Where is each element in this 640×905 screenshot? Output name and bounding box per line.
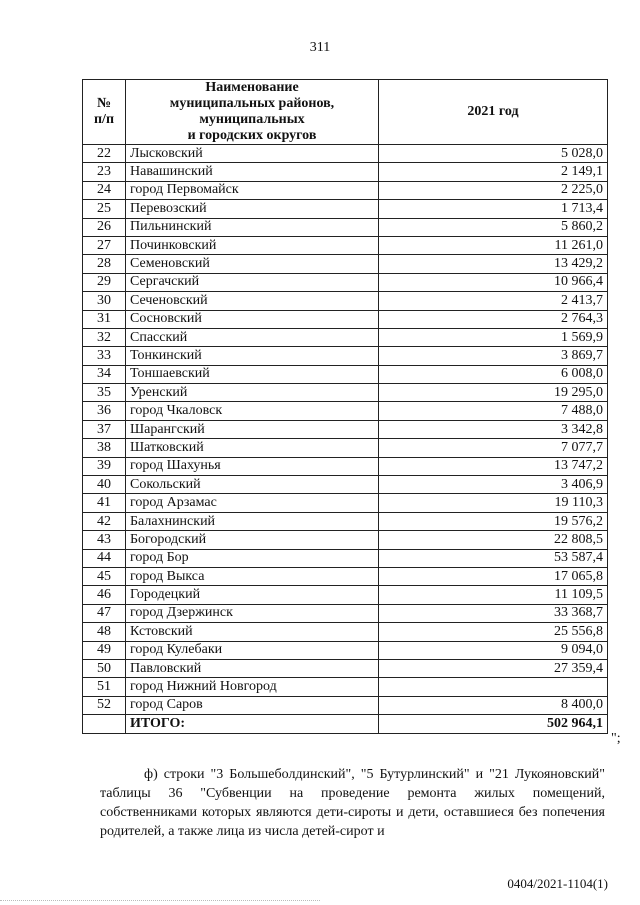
header-name-line2: муниципальных районов, <box>169 96 335 111</box>
table-row <box>83 145 608 163</box>
table-row <box>83 310 608 328</box>
row-value: 6 008,0 <box>379 365 608 383</box>
row-number: 43 <box>83 531 126 549</box>
row-number: 23 <box>83 163 126 181</box>
table-row <box>83 476 608 494</box>
table-row <box>83 549 608 567</box>
row-value: 1 713,4 <box>379 200 608 218</box>
row-value: 3 406,9 <box>379 476 608 494</box>
row-name: город Дзержинск <box>126 604 379 622</box>
row-number: 22 <box>83 145 126 163</box>
row-number: 35 <box>83 384 126 402</box>
row-value: 10 966,4 <box>379 273 608 291</box>
row-name: Сеченовский <box>126 292 379 310</box>
header-number-line1: № <box>96 96 112 111</box>
table-row <box>83 292 608 310</box>
page-number: 311 <box>309 40 331 55</box>
row-name: Шатковский <box>126 439 379 457</box>
row-number: 25 <box>83 200 126 218</box>
row-number: 29 <box>83 273 126 291</box>
header-number <box>83 80 126 145</box>
row-value: 33 368,7 <box>379 604 608 622</box>
row-name: Балахнинский <box>126 512 379 530</box>
table-row <box>83 255 608 273</box>
row-number: 44 <box>83 549 126 567</box>
row-name: Починковский <box>126 236 379 254</box>
header-year: 2021 год <box>379 80 608 145</box>
row-value <box>379 678 608 696</box>
row-value: 17 065,8 <box>379 567 608 585</box>
row-name: Уренский <box>126 384 379 402</box>
row-number: 30 <box>83 292 126 310</box>
row-value: 2 149,1 <box>379 163 608 181</box>
row-name: город Выкса <box>126 567 379 585</box>
row-name: Павловский <box>126 659 379 677</box>
row-name: Тонкинский <box>126 347 379 365</box>
row-name: Пильнинский <box>126 218 379 236</box>
total-label: ИТОГО: <box>126 715 379 733</box>
table-row <box>83 678 608 696</box>
header-name <box>126 80 379 145</box>
row-number: 37 <box>83 420 126 438</box>
row-value: 8 400,0 <box>379 696 608 714</box>
table-row <box>83 604 608 622</box>
row-name: город Первомайск <box>126 181 379 199</box>
row-number: 41 <box>83 494 126 512</box>
row-name: город Кулебаки <box>126 641 379 659</box>
row-number: 49 <box>83 641 126 659</box>
row-value: 11 261,0 <box>379 236 608 254</box>
table-row <box>83 402 608 420</box>
row-number: 48 <box>83 623 126 641</box>
row-value: 22 808,5 <box>379 531 608 549</box>
row-name: город Чкаловск <box>126 402 379 420</box>
header-name-line4: и городских округов <box>187 128 317 143</box>
table-row <box>83 218 608 236</box>
row-value: 5 860,2 <box>379 218 608 236</box>
row-name: Сосновский <box>126 310 379 328</box>
table-row <box>83 457 608 475</box>
row-number: 31 <box>83 310 126 328</box>
row-value: 7 488,0 <box>379 402 608 420</box>
row-value: 2 764,3 <box>379 310 608 328</box>
row-number: 32 <box>83 328 126 346</box>
table-row <box>83 420 608 438</box>
row-name: Кстовский <box>126 623 379 641</box>
row-value: 53 587,4 <box>379 549 608 567</box>
row-value: 19 295,0 <box>379 384 608 402</box>
row-number: 46 <box>83 586 126 604</box>
row-value: 7 077,7 <box>379 439 608 457</box>
table-row <box>83 163 608 181</box>
table-row <box>83 586 608 604</box>
row-name: Тоншаевский <box>126 365 379 383</box>
row-number: 38 <box>83 439 126 457</box>
row-number: 34 <box>83 365 126 383</box>
table-row <box>83 328 608 346</box>
table-row <box>83 181 608 199</box>
row-value: 2 225,0 <box>379 181 608 199</box>
amendment-paragraph <box>100 765 605 841</box>
row-value: 19 110,3 <box>379 494 608 512</box>
row-number: 51 <box>83 678 126 696</box>
row-value: 3 342,8 <box>379 420 608 438</box>
row-name: город Шахунья <box>126 457 379 475</box>
row-number: 27 <box>83 236 126 254</box>
row-name: Сергачский <box>126 273 379 291</box>
table-row <box>83 200 608 218</box>
row-name: Лысковский <box>126 145 379 163</box>
table-row <box>83 512 608 530</box>
table-row <box>83 439 608 457</box>
row-value: 13 747,2 <box>379 457 608 475</box>
row-value: 2 413,7 <box>379 292 608 310</box>
row-number: 50 <box>83 659 126 677</box>
table-closing-quote: "; <box>611 731 621 746</box>
row-name: Шарангский <box>126 420 379 438</box>
header-name-line1: Наименование <box>205 80 299 95</box>
row-name: город Бор <box>126 549 379 567</box>
row-value: 19 576,2 <box>379 512 608 530</box>
total-row <box>83 715 608 733</box>
table-row <box>83 273 608 291</box>
row-number: 45 <box>83 567 126 585</box>
subsidy-table <box>82 79 608 734</box>
row-name: Спасский <box>126 328 379 346</box>
total-value: 502 964,1 <box>379 715 608 733</box>
row-value: 27 359,4 <box>379 659 608 677</box>
row-name: Семеновский <box>126 255 379 273</box>
row-name: Сокольский <box>126 476 379 494</box>
document-code: 0404/2021-1104(1) <box>507 876 608 891</box>
table-body <box>83 145 608 715</box>
row-value: 1 569,9 <box>379 328 608 346</box>
table-row <box>83 347 608 365</box>
table-row <box>83 531 608 549</box>
row-name: Перевозский <box>126 200 379 218</box>
row-number: 52 <box>83 696 126 714</box>
row-name: город Нижний Новгород <box>126 678 379 696</box>
row-number: 42 <box>83 512 126 530</box>
row-name: город Арзамас <box>126 494 379 512</box>
footer-divider <box>0 900 320 901</box>
row-value: 11 109,5 <box>379 586 608 604</box>
row-number: 36 <box>83 402 126 420</box>
row-number: 39 <box>83 457 126 475</box>
header-name-line3: муниципальных <box>199 112 305 127</box>
row-value: 9 094,0 <box>379 641 608 659</box>
table-row <box>83 659 608 677</box>
table-row <box>83 696 608 714</box>
paragraph-text: ф) строки "3 Большеболдинский", "5 Бутурлинский" и "21 Лукояновский" таблицы 36 "Субвенции на проведение ремонта жилых помещений, собственниками которых являются дети-сироты и дети, оставшиеся без попечения родителей, а также лица из числа детей-сирот и <box>100 767 605 839</box>
row-number: 24 <box>83 181 126 199</box>
row-number: 28 <box>83 255 126 273</box>
row-name: Навашинский <box>126 163 379 181</box>
table-row <box>83 623 608 641</box>
row-value: 3 869,7 <box>379 347 608 365</box>
table-row <box>83 384 608 402</box>
table-header-row <box>83 80 608 145</box>
total-num-cell <box>83 715 126 733</box>
row-name: город Саров <box>126 696 379 714</box>
row-number: 26 <box>83 218 126 236</box>
row-value: 25 556,8 <box>379 623 608 641</box>
header-number-line2: п/п <box>93 112 115 127</box>
table-row <box>83 567 608 585</box>
row-number: 33 <box>83 347 126 365</box>
row-name: Городецкий <box>126 586 379 604</box>
row-number: 40 <box>83 476 126 494</box>
row-name: Богородский <box>126 531 379 549</box>
row-value: 13 429,2 <box>379 255 608 273</box>
table-row <box>83 365 608 383</box>
table-row <box>83 494 608 512</box>
row-number: 47 <box>83 604 126 622</box>
row-value: 5 028,0 <box>379 145 608 163</box>
table-row <box>83 236 608 254</box>
table-row <box>83 641 608 659</box>
